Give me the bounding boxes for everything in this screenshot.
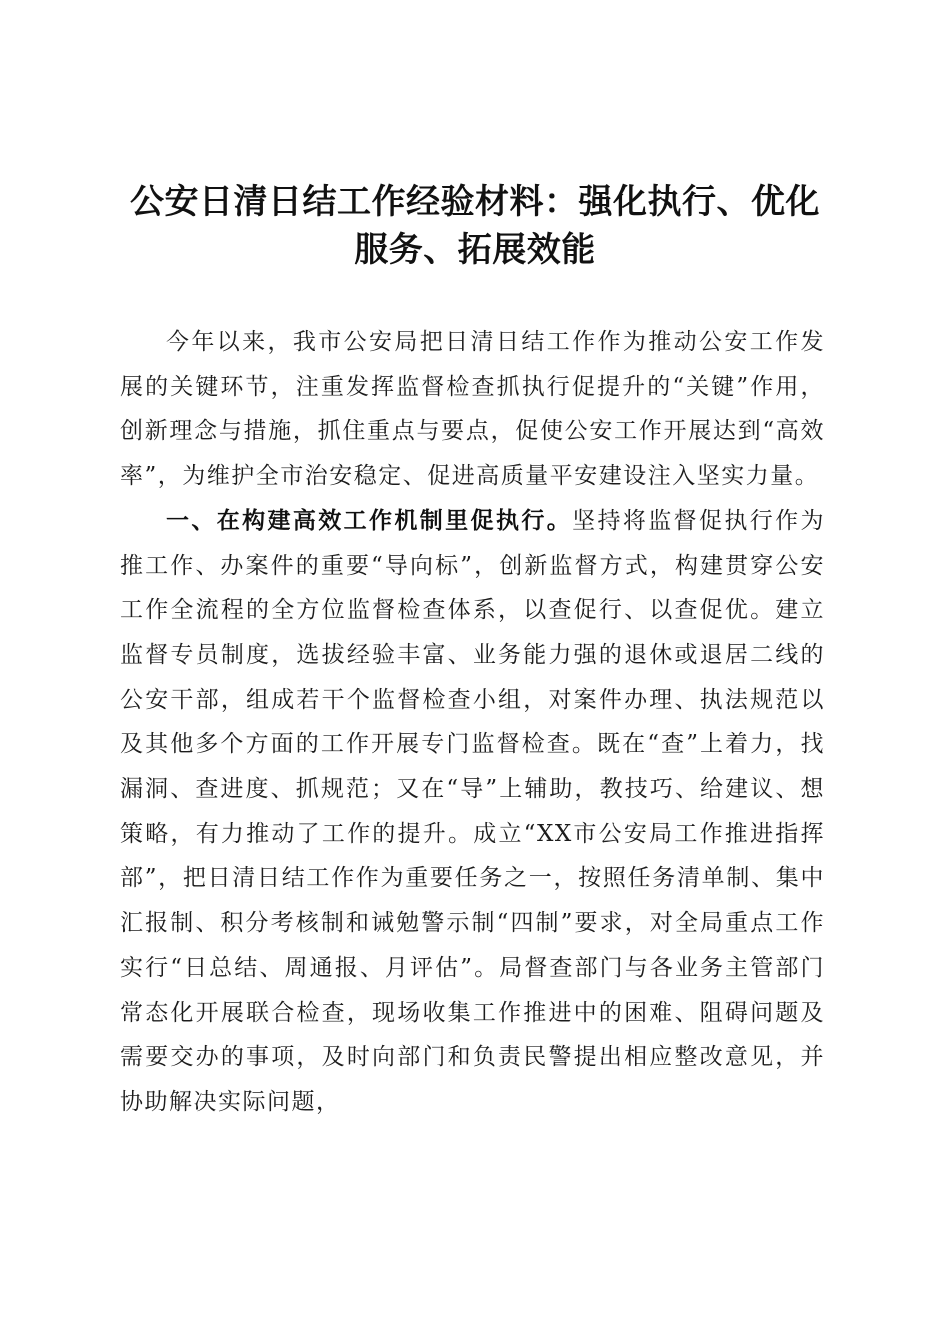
section-one-text: 坚持将监督促执行作为推工作、办案件的重要“导向标”，创新监督方式，构建贯穿公安工作全流程的全方位监督检查体系，以查促行、以查促优。建立监督专员制度，选拔经验丰富、业务能力强的退休或退居二线的公安干部，组成若干个监督检查小组，对案件办理、执法规范以及其他多个方面的工作开展专门监督检查。既在“查”上着力，找漏洞、查进度、抓规范；又在“导”上辅助，教技巧、给建议、想策略，有力推动了工作的提升。成立“XX市公安局工作推进指挥部”，把日清日结工作作为重要任务之一，按照任务清单制、集中汇报制、积分考核制和诫勉警示制“四制”要求，对全局重点工作实行“日总结、周通报、月评估”。局督查部门与各业务主管部门常态化开展联合检查，现场收集工作推进中的困难、阻碍问题及需要交办的事项，及时向部门和负责民警提出相应整改意见，并协助解决实际问题， (120, 507, 826, 1115)
intro-paragraph-text: 今年以来，我市公安局把日清日结工作作为推动公安工作发展的关键环节，注重发挥监督检查抓执行促提升的“关键”作用，创新理念与措施，抓住重点与要点，促使公安工作开展达到“高效率”，为维护全市治安稳定、促进高质量平安建设注入坚实力量。 (120, 329, 825, 490)
intro-paragraph (120, 320, 825, 499)
title-line-2: 服务、拓展效能 (354, 230, 596, 270)
section-one-paragraph (120, 499, 825, 1125)
title-line-1: 公安日清日结工作经验材料：强化执行、优化 (130, 182, 820, 222)
section-one-heading: 一、在构建高效工作机制里促执行。 (166, 507, 573, 534)
document-title (100, 178, 850, 274)
document-body (120, 320, 825, 1125)
